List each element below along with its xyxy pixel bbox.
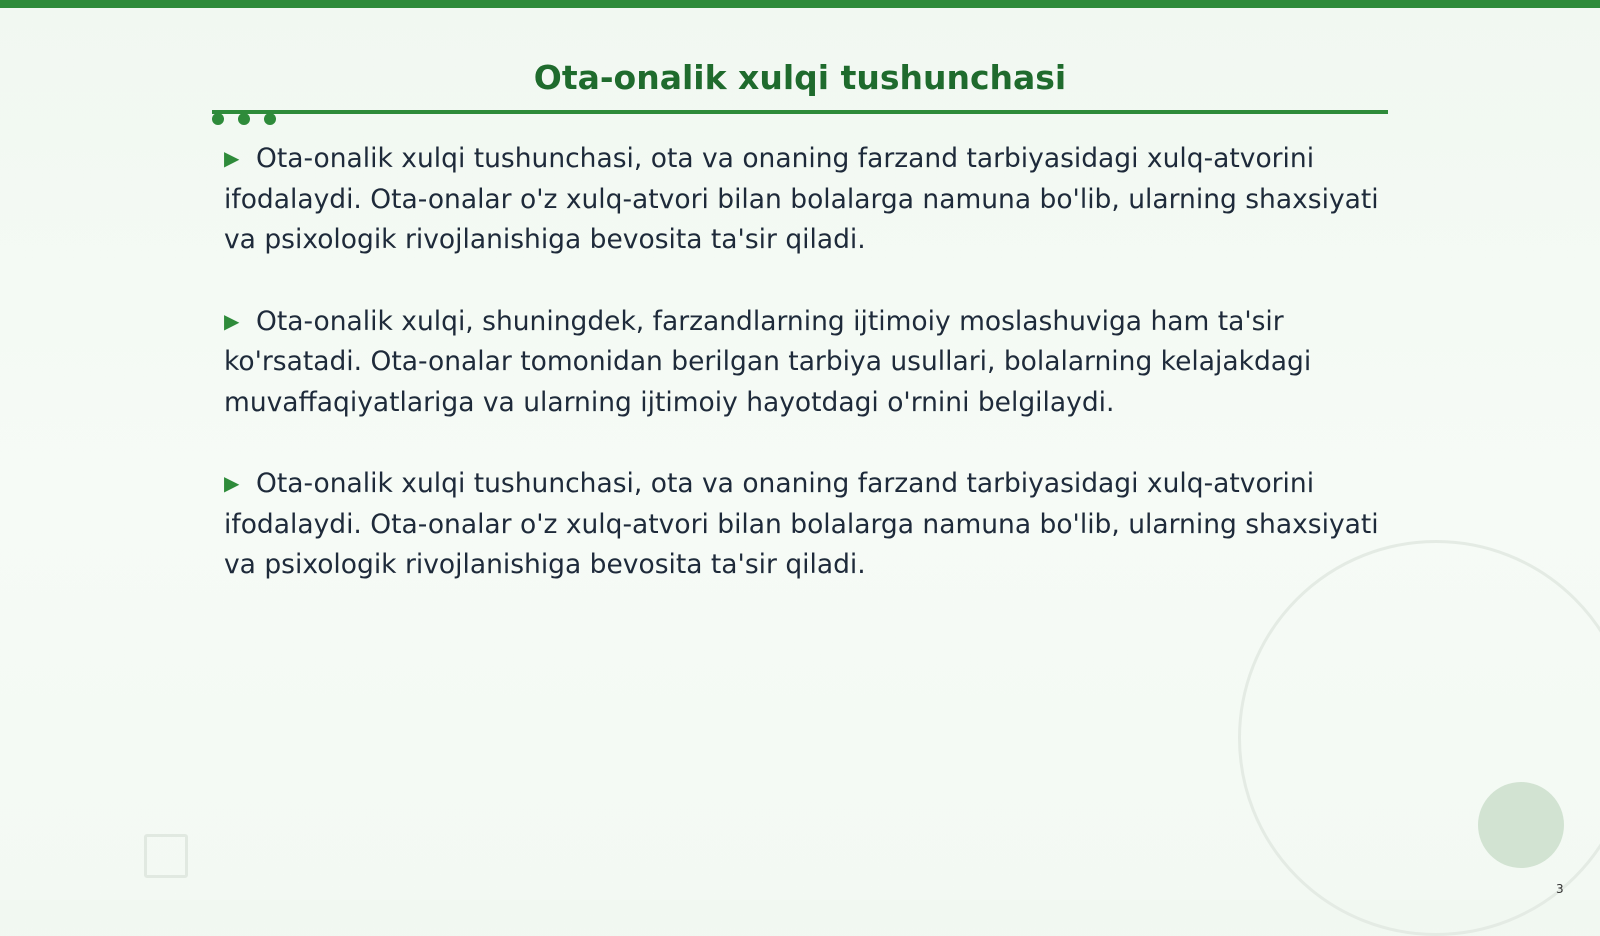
- bullet-arrow-icon: ▶: [224, 471, 240, 495]
- bullet-arrow-icon: ▶: [224, 146, 240, 170]
- bullet-item: [224, 463, 1384, 586]
- bullet-list: [224, 138, 1384, 626]
- underline-dot: [264, 113, 276, 125]
- bullet-item: [224, 138, 1384, 261]
- bullet-text: Ota-onalik xulqi tushunchasi, ota va onaning farzand tarbiyasidagi xulq-atvorini ifodalaydi. Ota-onalar o'z xulq-atvori bilan bolalarga namuna bo'lib, ularning shaxsiyati va psixologik rivojlanishiga bevosita ta'sir qiladi.: [224, 143, 1379, 255]
- bullet-text: Ota-onalik xulqi tushunchasi, ota va onaning farzand tarbiyasidagi xulq-atvorini ifodalaydi. Ota-onalar o'z xulq-atvori bilan bolalarga namuna bo'lib, ularning shaxsiyati va psixologik rivojlanishiga bevosita ta'sir qiladi.: [224, 468, 1379, 580]
- decorative-circle: [1478, 782, 1564, 868]
- underline-dot: [212, 113, 224, 125]
- decorative-square: [144, 834, 188, 878]
- bullet-arrow-icon: ▶: [224, 308, 240, 333]
- underline-dot: [238, 113, 250, 125]
- title-underline: [212, 110, 1388, 114]
- bullet-text: Ota-onalik xulqi, shuningdek, farzandlarning ijtimoiy moslashuviga ham ta'sir ko'rsatadi. Ota-onalar tomonidan berilgan tarbiya usullari, bolalarning kelajakdagi muvaffaqiyatlariga va ularning ijtimoiy hayotdagi o'rnini belgilaydi.: [224, 305, 1312, 418]
- page-number: 3: [1556, 882, 1564, 896]
- top-accent-bar: [0, 0, 1600, 8]
- slide-title: Ota-onalik xulqi tushunchasi: [533, 58, 1067, 97]
- bullet-item: [224, 301, 1384, 424]
